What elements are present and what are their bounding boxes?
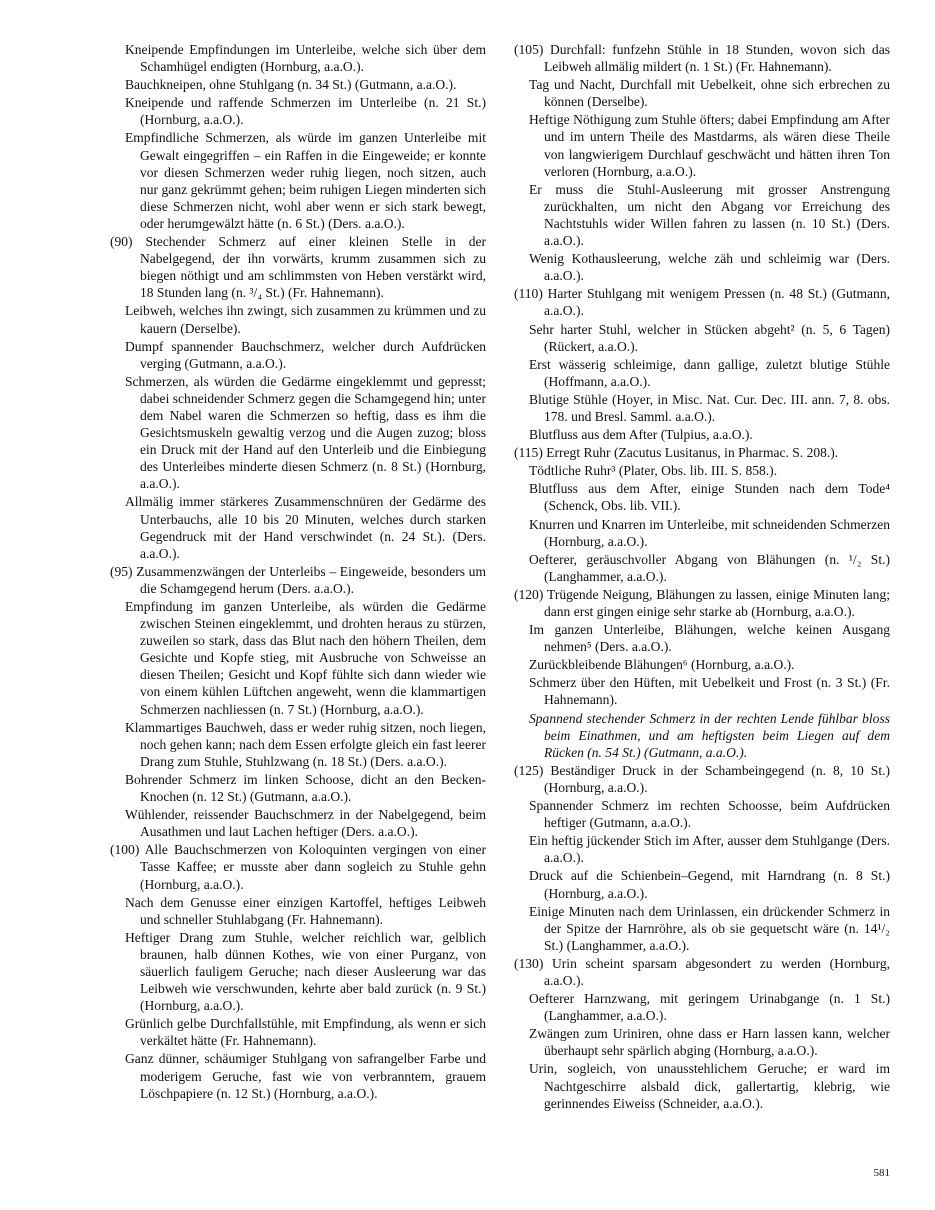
symptom-entry	[110, 76, 486, 93]
entry-text: Schmerz über den Hüften, mit Uebelkeit und Frost (n. 3 St.) (Fr. Hahnemann).	[529, 675, 890, 708]
symptom-entry	[110, 1015, 486, 1049]
entry-number: (95)	[110, 563, 137, 579]
entry-number: (115)	[514, 445, 547, 461]
entry-text: Im ganzen Unterleibe, Blähungen, welche keinen Ausgang nehmen⁵ (Ders. a.a.O.).	[529, 622, 890, 655]
entry-text: Kneipende und raffende Schmerzen im Unterleibe (n. 21 St.) (Hornburg, a.a.O.).	[125, 95, 486, 128]
symptom-entry	[514, 955, 890, 989]
symptom-entry	[514, 444, 890, 461]
entry-text: Dumpf spannender Bauchschmerz, welcher durch Aufdrücken verging (Gutmann, a.a.O.).	[125, 338, 486, 371]
symptom-entry	[514, 426, 890, 443]
symptom-entry	[514, 285, 890, 319]
entry-text: Zurückbleibende Blähungen⁶ (Hornburg, a.a.O.).	[529, 657, 795, 673]
entry-text: Kneipende Empfindungen im Unterleibe, welche sich über dem Schamhügel endigten (Hornburg, a.a.O.).	[125, 42, 486, 75]
entry-text: Nach dem Genusse einer einzigen Kartoffel, heftiges Leibweh und schneller Stuhlabgang (Fr. Hahnemann).	[125, 894, 486, 927]
symptom-entry	[110, 129, 486, 232]
symptom-entry	[110, 373, 486, 493]
symptom-entry	[514, 1060, 890, 1111]
entry-number: (90)	[110, 234, 146, 250]
entry-number: (120)	[514, 586, 548, 602]
symptom-entry	[110, 598, 486, 718]
symptom-entry	[514, 656, 890, 673]
symptom-entry	[514, 1025, 890, 1059]
entry-text: Schmerzen, als würden die Gedärme eingeklemmt und gepresst; dabei schneidender Schmerz gegen die Schamgegend hin; unter dem Nabel waren die Schmerzen so heftig, dass es ihm die Gesichtsmuskeln gewaltig verzog und die Augen zuzog; bloss ein Druck mit der Hand auf den Unterleib und die Einbiegung des Unterleibes minderte diesen Schmerz (n. 8 St.) (Hornburg, a.a.O.).	[125, 373, 486, 492]
symptom-entry	[514, 250, 890, 284]
entry-number: (125)	[514, 762, 551, 778]
entry-text: Urin scheint sparsam abgesondert zu werden (Hornburg, a.a.O.).	[544, 955, 890, 988]
entry-text: Heftiger Drang zum Stuhle, welcher reichlich war, gelblich braunen, halb dünnen Kothes, wie von einer Purganz, von säuerlich fauligem Geruche; nach dieser Ausleerung war das Leibweh wie verschwunden, kehrte aber bald zurück (n. 9 St.) (Hornburg, a.a.O.).	[125, 929, 486, 1014]
entry-text: Einige Minuten nach dem Urinlassen, ein drückender Schmerz in der Spitze der Harnröhre, als ob sie gequetscht wäre (n. 14¹/₂ St.) (Langhammer, a.a.O.).	[529, 903, 890, 953]
symptom-entry	[110, 41, 486, 75]
symptom-entry	[110, 94, 486, 128]
entry-text: Spannender Schmerz im rechten Schoosse, beim Aufdrücken heftiger (Gutmann, a.a.O.).	[529, 798, 890, 831]
symptom-entry	[514, 797, 890, 831]
entry-text: Alle Bauchschmerzen von Koloquinten vergingen von einer Tasse Kaffee; er musste aber dann sogleich zu Stuhle gehn (Hornburg, a.a.O.).	[140, 842, 486, 892]
symptom-entry	[110, 894, 486, 928]
entry-number: (105)	[514, 42, 550, 57]
entry-number: (100)	[110, 842, 145, 858]
symptom-entry	[514, 516, 890, 550]
entry-text: Empfindliche Schmerzen, als würde im ganzen Unterleibe mit Gewalt eingegriffen – ein Raffen in die Eingeweide; er konnte vor diesen Schmerzen weder ruhig liegen, noch sitzen, auch nur ganz gekrümmt gehen; beim ruhigen Liegen minderten sich diese Schmerzen nicht, wohl aber wenn er sich stark bewegt, oder herumgewälzt hätte (n. 6 St.) (Ders. a.a.O.).	[125, 130, 486, 231]
symptom-entry	[110, 806, 486, 840]
symptom-entry	[514, 356, 890, 390]
entry-text: Grünlich gelbe Durchfallstühle, mit Empfindung, als wenn er sich verkältet hätte (Fr. Hahnemann).	[125, 1016, 486, 1049]
entry-text: Blutfluss aus dem After (Tulpius, a.a.O.).	[529, 427, 753, 443]
entry-text: Knurren und Knarren im Unterleibe, mit schneidenden Schmerzen (Hornburg, a.a.O.).	[529, 516, 890, 549]
symptom-entry	[514, 391, 890, 425]
entry-text: Oefterer Harnzwang, mit geringem Urinabgange (n. 1 St.) (Langhammer, a.a.O.).	[529, 991, 890, 1024]
entry-text: Tödtliche Ruhr³ (Plater, Obs. lib. III. S. 858.).	[529, 463, 778, 479]
symptom-entry	[514, 111, 890, 179]
entry-text: Tag und Nacht, Durchfall mit Uebelkeit, ohne sich erbrechen zu können (Derselbe).	[529, 77, 890, 110]
entry-text: Wühlender, reissender Bauchschmerz in der Nabelgegend, beim Ausathmen und laut Lachen heftiger (Ders. a.a.O.).	[125, 807, 486, 840]
symptom-entry	[110, 493, 486, 561]
symptom-entry	[110, 338, 486, 372]
symptom-entry	[514, 903, 890, 954]
entry-text: Urin, sogleich, von unausstehlichem Geruche; er ward im Nachtgeschirre alsbald dick, gallertartig, klebrig, wie gerinnendes Eiweiss (Schneider, a.a.O.).	[529, 1061, 890, 1111]
entry-text: Empfindung im ganzen Unterleibe, als würden die Gedärme zwischen Steinen eingeklemmt, und drohten heraus zu stürzen, zuweilen so stark, dass das Blut nach den höhern Theilen, dem Gesichte und Kopfe stieg, mit Ausbruche von Schweisse an diesen Theilen; Gesicht und Kopf fühlte sich dann wieder wie von einem kühlen Lüftchen angeweht, wenn die klammartigen Schmerzen nachliessen (n. 7 St.) (Hornburg, a.a.O.).	[125, 599, 486, 717]
entry-text: Spannend stechender Schmerz in der rechten Lende fühlbar bloss beim Einathmen, und am heftigsten beim Liegen auf dem Rücken (n. 54 St.) (Gutmann, a.a.O.).	[529, 710, 890, 760]
entry-text: Leibweh, welches ihn zwingt, sich zusammen zu krümmen und zu kauern (Derselbe).	[125, 303, 486, 336]
entry-text: Ganz dünner, schäumiger Stuhlgang von safrangelber Farbe und moderigem Geruche, fast wie von verbranntem, grauem Löschpapiere (n. 12 St.) (Hornburg, a.a.O.).	[125, 1051, 486, 1101]
entry-text: Allmälig immer stärkeres Zusammenschnüren der Gedärme des Unterbauchs, alle 10 bis 20 Minuten, welches durch starken Gegendruck mit der Hand verschwindet (n. 24 St.). (Ders. a.a.O.).	[125, 494, 486, 561]
right-column	[514, 41, 890, 1113]
entry-text: Durchfall: funfzehn Stühle in 18 Stunden, wovon sich das Leibweh allmälig mildert (n. 1 St.) (Fr. Hahnemann).	[544, 42, 890, 75]
symptom-entry	[110, 771, 486, 805]
symptom-entry	[514, 586, 890, 620]
page-number: 581	[873, 1167, 890, 1179]
symptom-entry	[514, 674, 890, 708]
symptom-entry	[514, 462, 890, 479]
entry-text: Blutige Stühle (Hoyer, in Misc. Nat. Cur. Dec. III. ann. 7, 8. obs. 178. und Bresl. Samml. a.a.O.).	[529, 391, 890, 424]
entry-text: Bohrender Schmerz im linken Schoose, dicht an den Becken-Knochen (n. 12 St.) (Gutmann, a.a.O.).	[125, 771, 486, 805]
symptom-entry	[514, 621, 890, 655]
symptom-entry	[110, 302, 486, 336]
symptom-entry	[110, 841, 486, 892]
symptom-entry	[514, 41, 890, 75]
entry-text: Sehr harter Stuhl, welcher in Stücken abgeht² (n. 5, 6 Tagen) (Rückert, a.a.O.).	[529, 321, 890, 354]
entry-text: Heftige Nöthigung zum Stuhle öfters; dabei Empfindung am After und im untern Theile des Mastdarms, als wären diese Theile von langwierigem Durchlauf geschwächt und hätten ihren Ton verloren (Hornburg, a.a.O.).	[529, 112, 890, 179]
entry-text: Erst wässerig schleimige, dann gallige, zuletzt blutige Stühle (Hoffmann, a.a.O.).	[529, 356, 890, 389]
entry-text: Harter Stuhlgang mit wenigem Pressen (n. 48 St.) (Gutmann, a.a.O.).	[544, 286, 890, 319]
entry-text: Blutfluss aus dem After, einige Stunden nach dem Tode⁴ (Schenck, Obs. lib. VII.).	[529, 481, 890, 514]
left-column	[110, 41, 486, 1103]
symptom-entry	[514, 480, 890, 514]
entry-text: Wenig Kothausleerung, welche zäh und schleimig war (Ders. a.a.O.).	[529, 251, 890, 284]
symptom-entry	[514, 321, 890, 355]
entry-text: Er muss die Stuhl-Ausleerung mit grosser Anstrengung zurückhalten, um nicht den Abgang vor Erreichung des Nachtstuhls wider Willen fahren zu lassen (n. 10 St.) (Ders. a.a.O.).	[529, 181, 890, 249]
symptom-entry	[514, 762, 890, 796]
symptom-entry	[110, 719, 486, 770]
symptom-entry	[110, 563, 486, 597]
entry-text: Stechender Schmerz auf einer kleinen Stelle in der Nabelgegend, der ihn vorwärts, krumm zusammen sich zu biegen nöthigt und am schlimmsten von Heben verstärkt wird, 18 Stunden lang (n. ³/₄ St.) (Fr. Hahnemann).	[140, 234, 486, 301]
entry-text: Bauchkneipen, ohne Stuhlgang (n. 34 St.) (Gutmann, a.a.O.).	[125, 77, 457, 93]
entry-text: Erregt Ruhr (Zacutus Lusitanus, in Pharmac. S. 208.).	[546, 445, 839, 461]
symptom-entry	[514, 710, 890, 761]
symptom-entry	[514, 832, 890, 866]
entry-text: Beständiger Druck in der Schambeingegend (n. 8, 10 St.) (Hornburg, a.a.O.).	[544, 762, 891, 795]
symptom-entry	[110, 929, 486, 1014]
symptom-entry	[514, 990, 890, 1024]
symptom-entry	[514, 867, 890, 901]
entry-text: Zusammenzwängen der Unterleibs – Eingeweide, besonders um die Schamgegend herum (Ders. a.a.O.).	[136, 563, 486, 596]
entry-text: Oefterer, geräuschvoller Abgang von Blähungen (n. ¹/₂ St.) (Langhammer, a.a.O.).	[529, 551, 890, 584]
entry-text: Zwängen zum Uriniren, ohne dass er Harn lassen kann, welcher überhaupt sehr spärlich abging (Hornburg, a.a.O.).	[529, 1026, 890, 1059]
entry-text: Druck auf die Schienbein–Gegend, mit Harndrang (n. 8 St.) (Hornburg, a.a.O.).	[529, 868, 890, 901]
symptom-entry	[514, 181, 890, 249]
symptom-entry	[110, 233, 486, 301]
entry-text: Ein heftig jückender Stich im After, ausser dem Stuhlgange (Ders. a.a.O.).	[529, 833, 890, 866]
symptom-entry	[110, 1050, 486, 1101]
symptom-entry	[514, 76, 890, 110]
entry-text: Trügende Neigung, Blähungen zu lassen, einige Minuten lang; dann erst gingen einige sehr starke ab (Hornburg, a.a.O.).	[544, 586, 890, 619]
entry-number: (130)	[514, 955, 553, 971]
symptom-entry	[514, 551, 890, 585]
entry-number: (110)	[514, 286, 548, 302]
entry-text: Klammartiges Bauchweh, dass er weder ruhig sitzen, noch liegen, noch gehen kann; nach dem Essen erfolgte gleich ein fast leerer Drang zum Stuhle, Stuhlzwang (n. 18 St.) (Ders. a.a.O.).	[125, 719, 486, 769]
